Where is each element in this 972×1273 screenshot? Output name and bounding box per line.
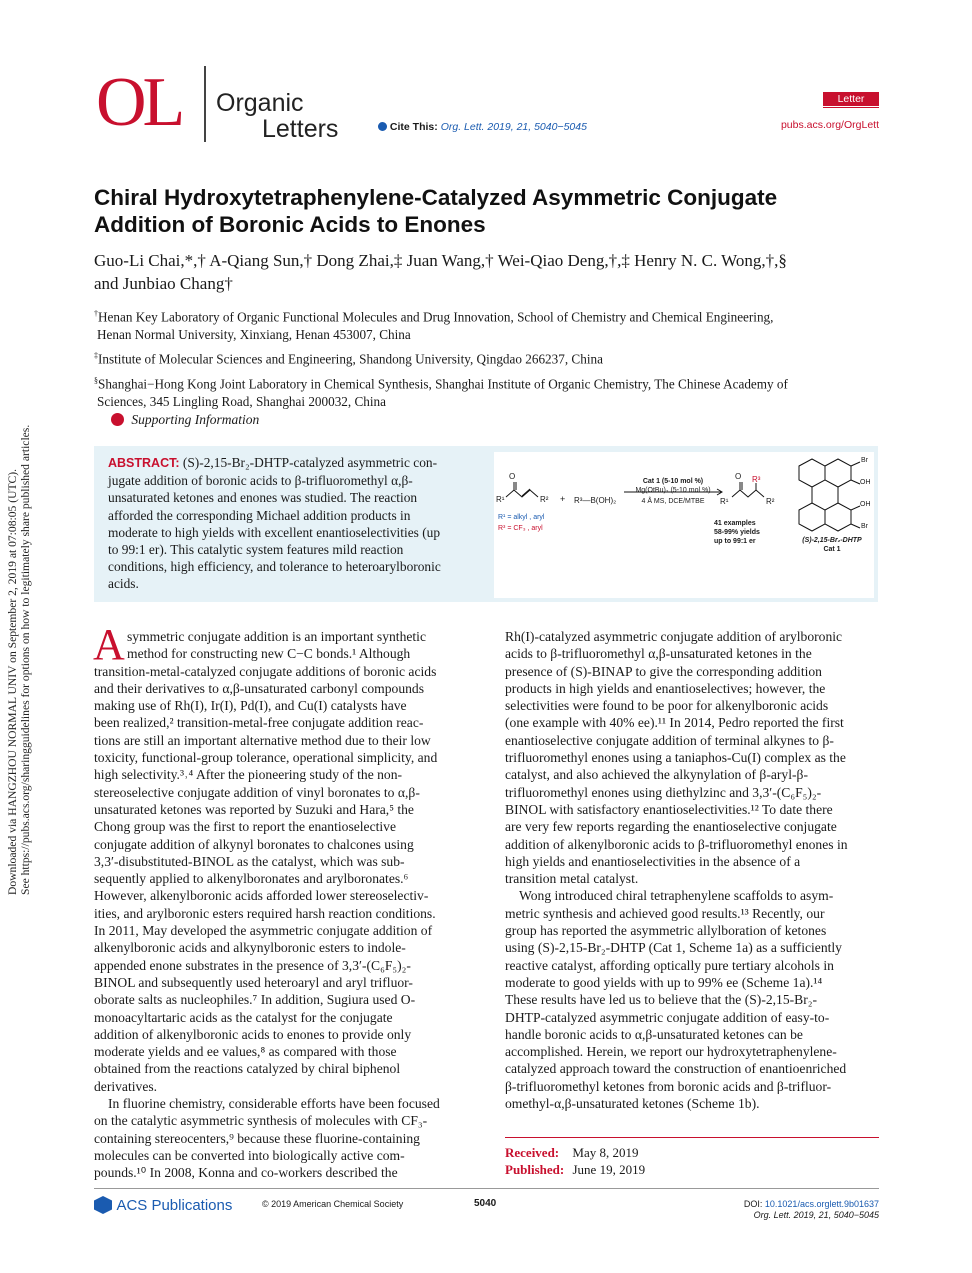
- title-line1: Chiral Hydroxytetraphenylene-Catalyzed Asymmetric Conjugate: [94, 185, 778, 210]
- abstract-line: unsaturated ketones and enones was studied. The reaction: [108, 490, 418, 506]
- published-date: [505, 1162, 645, 1178]
- article-type: Letter: [837, 93, 865, 105]
- received-value: May 8, 2019: [572, 1145, 639, 1160]
- body-line: toxicity, functional-group tolerance, operational simplicity, and: [94, 750, 438, 766]
- body-line: ities, and arylboronic esters required harsh reaction conditions.: [94, 905, 436, 921]
- affiliation-mark: §: [94, 376, 98, 386]
- abstract-line: (S)-2,15-Br₂-DHTP-catalyzed asymmetric con-: [182, 455, 438, 470]
- affiliation: [94, 372, 880, 410]
- affiliation-line2: Henan Normal University, Xinxiang, Henan 453007, China: [97, 326, 411, 342]
- footer-citation: Org. Lett. 2019, 21, 5040−5045: [753, 1210, 879, 1220]
- download-notice: [0, 395, 32, 895]
- example-count: 41 examples: [714, 520, 756, 527]
- authors-line2: and Junbiao Chang†: [94, 274, 233, 293]
- affiliation-line2: Sciences, 345 Lingling Road, Shanghai 200032, China: [97, 394, 386, 410]
- product-bonds: [732, 490, 764, 497]
- supporting-info-label: Supporting Information: [131, 412, 260, 427]
- logo-letters: OL: [96, 64, 182, 141]
- body-line: DHTP-catalyzed asymmetric conjugate addition of easy-to-: [505, 1009, 830, 1025]
- body-line: symmetric conjugate addition is an important synthetic: [127, 629, 426, 644]
- affiliation: [94, 347, 880, 368]
- enone-carbonyl: [514, 482, 516, 490]
- body-line: BINOL and subsequently used heteroaryl and aryl trifluor-: [94, 974, 413, 990]
- abstract-line: to 99:1 er). This catalytic system features mild reaction: [108, 542, 404, 558]
- body-line: metric synthesis and achieved good results.¹³ Recently, our: [505, 905, 825, 921]
- journal-logo[interactable]: [96, 66, 366, 146]
- cat-substituent-bonds: [851, 462, 860, 528]
- cat-linkers: [812, 487, 838, 503]
- cite-icon: [378, 122, 387, 131]
- abstract-line: moderate to high yields with excellent enantioselectivities (up: [108, 524, 441, 540]
- abstract-line: acids.: [108, 576, 139, 592]
- cat-ring-4: [825, 503, 851, 531]
- abstract-text: [108, 454, 484, 593]
- body-line: catalyzed approach toward the construction of enantioenriched: [505, 1061, 847, 1077]
- published-label: Published:: [505, 1162, 565, 1177]
- affiliation-line1: Shanghai−Hong Kong Joint Laboratory in Chemical Synthesis, Shanghai Institute of Organic Chemistry, The Chinese Academy of: [98, 376, 788, 392]
- body-line: (one example with 40% ee).¹¹ In 2014, Pedro reported the first: [505, 715, 844, 731]
- body-right-column: [505, 628, 879, 1112]
- cite-this[interactable]: [378, 121, 587, 133]
- body-line: moderate to good yields with up to 99% ee (Scheme 1a).¹⁴: [505, 974, 823, 990]
- received-label: Received:: [505, 1145, 560, 1160]
- body-line: appended enone substrates in the presence of 3,3′-(C₆F₅)₂-: [94, 957, 411, 973]
- body-line: accomplished. Herein, we report our hydroxytetraphenylene-: [505, 1044, 837, 1060]
- body-line: acids to β-trifluoromethyl α,β-unsaturated ketones in the: [505, 646, 812, 662]
- plus-sign: +: [560, 494, 566, 504]
- logo-name-line1: Organic: [216, 89, 304, 117]
- body-line: However, alkenylboronic acids afforded lower stereoselectiv-: [94, 888, 429, 904]
- body-line: stereoselective conjugate addition of vinyl boronates to α,β-: [94, 784, 420, 800]
- doi-label: DOI:: [743, 1199, 763, 1209]
- body-line: These results have led us to believe that the (S)-2,15-Br₂-: [505, 992, 818, 1008]
- affiliation-mark: †: [94, 309, 98, 318]
- acs-publications-logo[interactable]: [94, 1196, 232, 1215]
- label-r3: R³: [752, 475, 761, 484]
- author-list: [94, 249, 787, 295]
- download-notice-line2: See https://pubs.acs.org/sharingguidelines for options on how to legitimately share published articles.: [19, 424, 32, 895]
- body-line: containing stereocenters,⁹ because these fluorine-containing: [94, 1130, 420, 1146]
- affiliation-line1: Institute of Molecular Sciences and Engineering, Shandong University, Qingdao 266237, China: [98, 351, 603, 367]
- body-line: high yields and enantioselectivities in the absence of a: [505, 853, 801, 869]
- product-carbonyl: [740, 482, 742, 490]
- label-oh: OH: [860, 479, 871, 486]
- catalyst-label: Cat 1: [823, 546, 841, 553]
- yield-range: 58-99% yields: [714, 529, 760, 536]
- body-line: pounds.¹⁰ In 2008, Konna and co-workers described the: [94, 1165, 398, 1181]
- body-line: addition of alkenylboronic acids to enones to provide only: [94, 1026, 412, 1042]
- supporting-info-icon: [111, 413, 124, 426]
- body-line: trifluoromethyl enones using diethylzinc and 3,3′-(C₆F₅)₂-: [505, 784, 822, 800]
- body-line: high selectivity.³˒⁴ After the pioneering study of the non-: [94, 767, 403, 783]
- body-line: conjugate addition of alkynyl boronates to chalcones using: [94, 836, 414, 852]
- body-line: addition of alkenylboronic acids to β-trifluoromethyl enones in: [505, 836, 848, 852]
- doi-line: [700, 1199, 879, 1209]
- label-o: O: [509, 472, 516, 481]
- article-title: [94, 184, 777, 238]
- body-line: In 2011, May developed the asymmetric conjugate addition of: [94, 923, 433, 939]
- body-line: obtained from the reactions catalyzed by chiral biphenol: [94, 1061, 401, 1077]
- body-line: omethyl-α,β-unsaturated ketones (Scheme 1b).: [505, 1096, 760, 1112]
- journal-url[interactable]: pubs.acs.org/OrgLett: [780, 119, 879, 131]
- abstract-scheme: [494, 452, 874, 598]
- base-loading: Mg(OtBu)₂ (5-10 mol %): [635, 487, 711, 494]
- body-line: molecules can be converted into biologically active com-: [94, 1147, 405, 1163]
- page-number: 5040: [474, 1198, 497, 1209]
- affiliations: [94, 305, 880, 411]
- affiliation-mark: ‡: [94, 351, 98, 361]
- body-line: alkenylboronic acids and alkynylboronic esters to indole-: [94, 940, 406, 956]
- cat-ring-3: [799, 503, 825, 531]
- cite-text[interactable]: Org. Lett. 2019, 21, 5040−5045: [440, 121, 587, 133]
- body-line: Rh(I)-catalyzed asymmetric conjugate addition of arylboronic: [505, 629, 843, 644]
- body-line: In fluorine chemistry, considerable efforts have been focused: [108, 1096, 440, 1112]
- body-line: oborate salts as nucleophiles.⁷ In addition, Sugiura used O-: [94, 992, 416, 1008]
- body-line: monoacyltartaric acids as the catalyst for the conjugate: [94, 1009, 393, 1025]
- abstract-line: jugate addition of boronic acids to β-trifluoromethyl α,β-: [108, 473, 413, 489]
- r3-note: R³ = CF₃ , aryl: [498, 525, 543, 532]
- article-type-badge: [823, 92, 879, 106]
- body-line: trifluoromethyl enones using a taniaphos-Cu(I) complex as the: [505, 750, 846, 766]
- boronic-acid: R³—B(OH)₂: [574, 496, 617, 505]
- acs-hexagon-icon: [94, 1196, 112, 1214]
- copyright: © 2019 American Chemical Society: [262, 1199, 404, 1209]
- supporting-info-link[interactable]: [111, 412, 259, 428]
- cite-label: Cite This:: [389, 121, 438, 133]
- body-line: Chong group was the first to report the enantioselective: [94, 819, 397, 835]
- body-line: handle boronic acids to α,β-unsaturated ketones can be: [505, 1026, 803, 1042]
- abstract-box: [94, 446, 878, 602]
- label-r1: R¹: [496, 495, 505, 504]
- label-o: O: [735, 472, 742, 481]
- header-rule: [823, 107, 879, 108]
- body-line: catalyst, and also achieved the alkynylation of β-aryl-β-: [505, 767, 808, 783]
- download-notice-line1: Downloaded via HANGZHOU NORMAL UNIV on September 2, 2019 at 07:08:05 (UTC).: [6, 468, 19, 895]
- body-line: enantioselective conjugate addition of terminal alkynes to β-: [505, 732, 834, 748]
- label-r2: R²: [766, 497, 775, 506]
- affiliation: [94, 305, 880, 343]
- body-line: products in high yields and enantioselectives; however, the: [505, 680, 826, 696]
- body-line: been realized,² transition-metal-free conjugate addition reac-: [94, 715, 424, 731]
- title-line2: Addition of Boronic Acids to Enones: [94, 212, 486, 237]
- body-line: on the catalytic asymmetric synthesis of molecules with CF₃-: [94, 1113, 428, 1129]
- body-line: method for constructing new C−C bonds.¹ Although: [127, 646, 411, 662]
- body-line: reactive catalyst, affording optically pure tertiary alcohols in: [505, 957, 834, 973]
- label-br: Br: [861, 523, 868, 530]
- body-line: making use of Rh(I), Ir(I), Pd(I), and Cu(I) catalysts have: [94, 698, 407, 714]
- enone-double-bond: [522, 489, 530, 496]
- label-br: Br: [861, 457, 868, 464]
- body-line: presence of (S)-BINAP to give the corresponding addition: [505, 663, 822, 679]
- r1-note: R¹ = alkyl , aryl: [498, 514, 545, 521]
- body-line: β-trifluoromethyl ketones from boronic acids and β-trifluor-: [505, 1078, 832, 1094]
- dates-rule: [505, 1137, 879, 1138]
- logo-divider: [204, 66, 206, 142]
- body-line: sequently applied to alkenylboronates and arylboronates.⁶: [94, 871, 409, 887]
- body-line: moderate yields and ee values,⁸ as compared with those: [94, 1044, 397, 1060]
- footer-rule: [94, 1188, 879, 1189]
- max-er: up to 99:1 er: [714, 538, 756, 545]
- body-left-column: [94, 628, 468, 1182]
- body-line: selectivities were found to be poor for alkenylboronic acids: [505, 698, 829, 714]
- authors-line1: Guo-Li Chai,*,† A-Qiang Sun,† Dong Zhai,‡ Juan Wang,† Wei-Qiao Deng,†,‡ Henry N. C. Wong,†,§: [94, 251, 787, 270]
- body-line: unsaturated ketones was reported by Suzuki and Hara,⁵ the: [94, 801, 414, 817]
- abstract-label: ABSTRACT:: [108, 456, 180, 470]
- body-line: transition-metal-catalyzed conjugate additions of boronic acids: [94, 663, 437, 679]
- scheme-bonds: [494, 452, 874, 598]
- cat-loading: Cat 1 (5-10 mol %): [642, 478, 704, 485]
- body-line: Wong introduced chiral tetraphenylene scaffolds to asym-: [519, 888, 834, 904]
- catalyst-name: (S)-2,15-Br₂-DHTP: [802, 537, 862, 544]
- body-line: tions are still an important alternative method due to their low: [94, 732, 431, 748]
- abstract-line: conditions, high efficiency, and tolerance to heteroarylboronic: [108, 559, 441, 575]
- acs-publications-text: ACS Publications: [116, 1197, 233, 1214]
- body-line: are very few reports regarding the enantioselective conjugate: [505, 819, 837, 835]
- published-value: June 19, 2019: [572, 1162, 646, 1177]
- body-line: group has reported the asymmetric allylboration of ketones: [505, 923, 827, 939]
- doi-link[interactable]: 10.1021/acs.orglett.9b01637: [764, 1199, 879, 1209]
- received-date: [505, 1145, 638, 1161]
- label-oh: OH: [860, 501, 871, 508]
- abstract-line: afforded the corresponding Michael addition products in: [108, 507, 411, 523]
- body-line: transition metal catalyst.: [505, 871, 639, 887]
- drop-cap: A: [93, 620, 125, 669]
- label-r1: R¹: [720, 497, 729, 506]
- cat-ring-1: [799, 459, 825, 487]
- affiliation-line1: Henan Key Laboratory of Organic Functional Molecules and Drug Innovation, School of Chemistry and Chemical Engineering,: [98, 309, 774, 325]
- body-line: derivatives.: [94, 1078, 158, 1094]
- logo-name-line2: Letters: [262, 115, 339, 143]
- label-r2: R²: [540, 495, 549, 504]
- body-line: 3,3′-disubstituted-BINOL as the catalyst, which was sub-: [94, 853, 405, 869]
- conditions: 4 Å MS, DCE/MTBE: [641, 498, 705, 505]
- cat-ring-2: [825, 459, 851, 487]
- body-line: BINOL with satisfactory enantioselectivities.¹² To date there: [505, 801, 833, 817]
- body-line: using (S)-2,15-Br₂-DHTP (Cat 1, Scheme 1a) as a sufficiently: [505, 940, 842, 956]
- body-line: and their derivatives to α,β-unsaturated carbonyl compounds: [94, 680, 425, 696]
